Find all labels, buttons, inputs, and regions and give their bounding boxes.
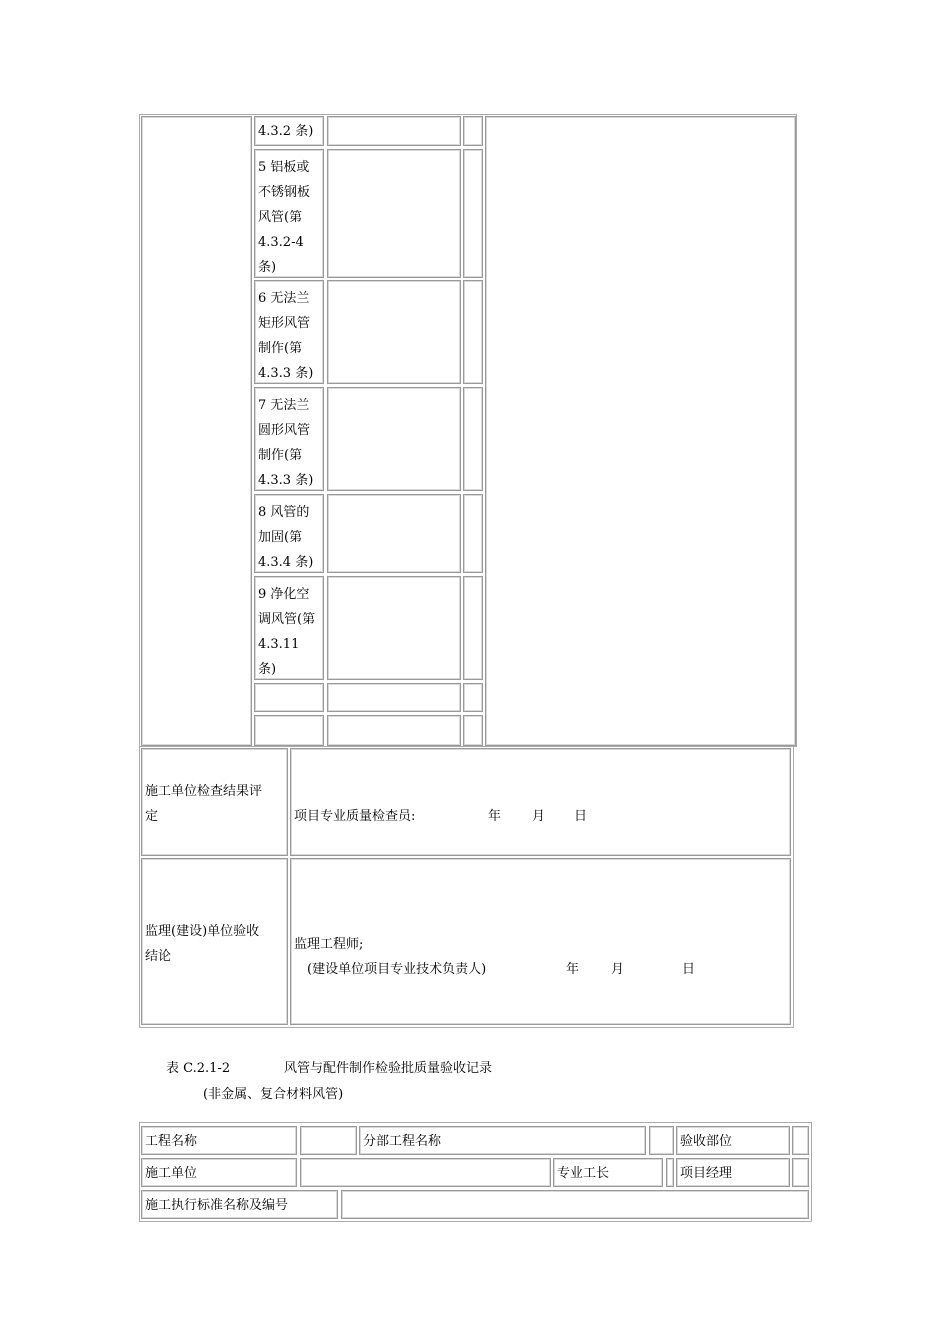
item-result-cell[interactable]	[463, 280, 483, 384]
construction-unit-label: 施工单位	[145, 1166, 198, 1181]
acceptance-part-label-cell	[676, 1126, 790, 1155]
item-result-cell[interactable]	[463, 715, 483, 746]
table-number: 表 C.2.1-2	[166, 1061, 231, 1076]
item-name-line: 4.3.3 条)	[258, 473, 314, 488]
sub-project-label-cell	[359, 1126, 646, 1155]
construction-check-label: 施工单位检查结果评	[145, 784, 263, 799]
supervision-day-label: 日	[682, 962, 696, 977]
standard-label: 施工执行标准名称及编号	[145, 1198, 289, 1213]
item-name	[258, 286, 313, 386]
standard-value-cell[interactable]	[341, 1190, 809, 1219]
item-record-cell[interactable]	[327, 715, 461, 746]
construction-unit-value-cell[interactable]	[300, 1158, 551, 1187]
check-year-label: 年	[488, 809, 502, 824]
quality-inspector-label: 项目专业质量检查员:	[294, 809, 416, 824]
item-name-line: 6 无法兰	[258, 291, 310, 306]
project-manager-value-cell[interactable]	[792, 1158, 809, 1187]
item-name-line: 风管(第	[258, 210, 303, 225]
foreman-label-cell	[553, 1158, 663, 1187]
supervision-label-cont: 结论	[145, 949, 172, 964]
item-result-cell[interactable]	[463, 494, 483, 573]
item-name-line: 条)	[258, 260, 277, 275]
item-name-line: 7 无法兰	[258, 398, 310, 413]
standard-label-cell	[141, 1190, 338, 1219]
item-name	[258, 393, 313, 493]
item-name-line: 制作(第	[258, 341, 303, 356]
item-name-line: 调风管(第	[258, 612, 316, 627]
item-name	[258, 119, 313, 144]
supervision-year-label: 年	[566, 962, 580, 977]
construction-check-value-cell	[290, 748, 791, 856]
supervision-label: 监理(建设)单位验收	[145, 924, 260, 939]
item-name-cell	[254, 715, 324, 746]
project-name-label: 工程名称	[145, 1134, 198, 1149]
supervision-value-cell	[290, 858, 791, 1025]
item-name-cell	[254, 280, 324, 384]
item-record-cell[interactable]	[327, 149, 461, 278]
item-name-line: 条)	[258, 662, 277, 677]
item-name-line: 加固(第	[258, 530, 303, 545]
left-merged-cell	[141, 116, 252, 746]
acceptance-part-value-cell[interactable]	[792, 1126, 809, 1155]
item-name-line: 4.3.4 条)	[258, 555, 314, 570]
table-subtitle: (非金属、复合材料风管)	[203, 1087, 344, 1102]
item-name-line: 4.3.2 条)	[258, 124, 314, 139]
supervision-month-label: 月	[611, 962, 625, 977]
item-name	[258, 155, 310, 280]
supervising-engineer-label: 监理工程师;	[294, 937, 364, 952]
item-name-cell	[254, 683, 324, 712]
item-name-line: 8 风管的	[258, 505, 310, 520]
acceptance-part-label: 验收部位	[680, 1134, 733, 1149]
item-name-cell	[254, 116, 324, 146]
check-day-label: 日	[574, 809, 588, 824]
item-record-cell[interactable]	[327, 387, 461, 491]
sub-project-name-label: 分部工程名称	[363, 1134, 442, 1149]
item-name-line: 4.3.2-4	[258, 235, 304, 250]
item-name-cell	[254, 576, 324, 680]
foreman-value-cell[interactable]	[666, 1158, 674, 1187]
right-merged-cell	[485, 116, 796, 746]
item-result-cell[interactable]	[463, 116, 483, 146]
foreman-label: 专业工长	[557, 1166, 610, 1181]
item-name-line: 9 净化空	[258, 587, 310, 602]
item-result-cell[interactable]	[463, 387, 483, 491]
check-month-label: 月	[532, 809, 546, 824]
item-name-cell	[254, 387, 324, 491]
project-name-value-cell[interactable]	[300, 1126, 357, 1155]
item-name-line: 制作(第	[258, 448, 303, 463]
construction-check-label-cell	[141, 748, 288, 856]
supervision-label-cell	[141, 858, 288, 1025]
item-name-line: 不锈钢板	[258, 185, 311, 200]
owner-representative-label: (建设单位项目专业技术负责人)	[307, 962, 487, 977]
item-name	[258, 500, 313, 575]
item-result-cell[interactable]	[463, 683, 483, 712]
item-record-cell[interactable]	[327, 576, 461, 680]
item-name-line: 矩形风管	[258, 316, 311, 331]
sub-project-value-cell[interactable]	[649, 1126, 674, 1155]
project-manager-label: 项目经理	[680, 1166, 733, 1181]
item-record-cell[interactable]	[327, 494, 461, 573]
construction-unit-label-cell	[141, 1158, 297, 1187]
construction-check-label-cont: 定	[145, 809, 159, 824]
item-name-line: 圆形风管	[258, 423, 311, 438]
item-result-cell[interactable]	[463, 149, 483, 278]
item-name	[258, 582, 315, 682]
item-record-cell[interactable]	[327, 683, 461, 712]
project-manager-label-cell	[676, 1158, 790, 1187]
item-name-line: 5 铝板或	[258, 160, 310, 175]
project-name-label-cell	[141, 1126, 297, 1155]
item-name-line: 4.3.11	[258, 637, 300, 652]
item-result-cell[interactable]	[463, 576, 483, 680]
item-name-line: 4.3.3 条)	[258, 366, 314, 381]
item-record-cell[interactable]	[327, 116, 461, 146]
item-name-cell	[254, 494, 324, 573]
item-record-cell[interactable]	[327, 280, 461, 384]
table-title: 风管与配件制作检验批质量验收记录	[284, 1061, 493, 1076]
item-name-cell	[254, 149, 324, 278]
